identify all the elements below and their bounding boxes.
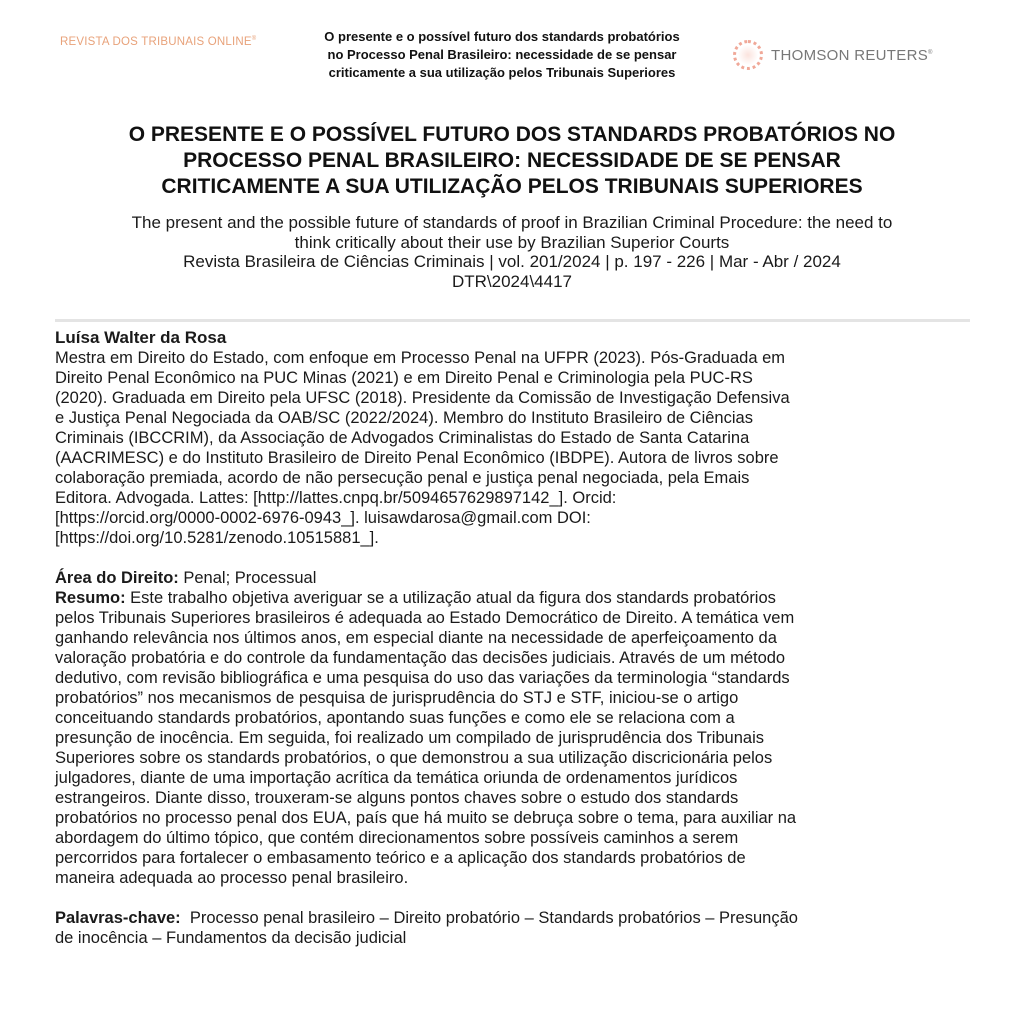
resumo-line: estrangeiros. Diante disso, trouxeram-se alguns pontos chaves sobre o estudo dos standards	[55, 789, 739, 807]
keywords-line	[55, 908, 975, 928]
resumo-text: Este trabalho objetiva averiguar se a utilização atual da figura dos standards probatórios	[125, 589, 776, 607]
page-header	[0, 28, 1024, 88]
thomson-reuters-logo	[733, 40, 933, 70]
brand-right-name: THOMSON REUTERS	[771, 46, 929, 64]
area-do-direito	[55, 568, 975, 588]
bio-line: (2020). Graduada em Direito pela UFSC (2018). Presidente da Comissão de Investigação Defensiva	[55, 389, 790, 407]
brand-right-text	[771, 47, 933, 64]
citation: Revista Brasileira de Ciências Criminais | vol. 201/2024 | p. 197 - 226 | Mar - Abr / 2024	[183, 252, 841, 271]
bio-line: Mestra em Direito do Estado, com enfoque em Processo Penal na UFPR (2023). Pós-Graduada em	[55, 349, 786, 367]
thomson-reuters-logo-icon	[733, 40, 763, 70]
resumo-line: probatórios no processo penal dos EUA, país que há muito se debruça sobre o tema, para auxiliar na	[55, 809, 797, 827]
resumo-line: percorridos para fortalecer o embasamento teórico e a aplicação dos standards probatórios de	[55, 849, 746, 867]
bio-line: [https://orcid.org/0000-0002-6976-0943_]. luisawdarosa@gmail.com DOI:	[55, 509, 591, 527]
bio-line: Editora. Advogada. Lattes: [http://lattes.cnpq.br/5094657629897142_]. Orcid:	[55, 489, 617, 507]
resumo-line: presunção de inocência. Em seguida, foi realizado um compilado de jurisprudência dos Tribunais	[55, 729, 764, 747]
resumo-line: julgadores, diante de uma importação acrítica da temática oriunda de ordenamentos jurídicos	[55, 769, 738, 787]
article-title-line: CRITICAMENTE A SUA UTILIZAÇÃO PELOS TRIBUNAIS SUPERIORES	[161, 175, 863, 198]
keywords-line: de inocência – Fundamentos da decisão judicial	[55, 929, 407, 947]
keywords-label: Palavras-chave:	[55, 909, 181, 927]
resumo	[55, 588, 975, 888]
running-title-line: no Processo Penal Brasileiro: necessidade de se pensar	[327, 47, 677, 62]
document-id: DTR\2024\4417	[451, 271, 573, 291]
section-divider	[55, 319, 970, 322]
resumo-line: valoração probatória e do controle da fundamentação das decisões judiciais. Através de um método	[55, 649, 786, 667]
article-content	[55, 328, 975, 948]
article-title	[30, 122, 994, 200]
resumo-line: dedutivo, com revisão bibliográfica e uma pesquisa do uso das variações da terminologia “standards	[55, 669, 790, 687]
english-title-line: The present and the possible future of standards of proof in Brazilian Criminal Procedure: the need to	[131, 213, 893, 232]
author-bio	[55, 348, 975, 548]
resumo-line: pelos Tribunais Superiores brasileiros é adequada ao Estado Democrático de Direito. A temática vem	[55, 609, 795, 627]
running-title-line: O presente e o possível futuro dos standards probatórios	[324, 29, 680, 44]
resumo-line: ganhando relevância nos últimos anos, em especial diante na necessidade de aperfeiçoamento da	[55, 629, 777, 647]
bio-line: e Justiça Penal Negociada da OAB/SC (2022/2024). Membro do Instituto Brasileiro de Ciências	[55, 409, 753, 427]
resumo-line	[55, 588, 975, 608]
running-title	[272, 28, 732, 82]
author-name: Luísa Walter da Rosa	[55, 328, 227, 347]
keywords-text: Processo penal brasileiro – Direito probatório – Standards probatórios – Presunção	[180, 909, 798, 927]
brand-left-text: REVISTA DOS TRIBUNAIS ONLINE	[60, 36, 252, 48]
resumo-line: probatórios” nos mecanismos de pesquisa de jurisprudência do STJ e STF, iniciou-se o artigo	[55, 689, 739, 707]
bio-line: (AACRIMESC) e do Instituto Brasileiro de Direito Penal Econômico (IBDPE). Autora de livros sobre	[55, 449, 779, 467]
resumo-label: Resumo:	[55, 589, 126, 607]
spacer	[55, 548, 975, 568]
keywords	[55, 908, 975, 948]
brand-left-mark: ®	[251, 36, 257, 43]
resumo-line: abordagem do último tópico, que contém direcionamentos sobre possíveis caminhos a serem	[55, 829, 739, 847]
area-label: Área do Direito:	[55, 569, 179, 587]
resumo-line: maneira adequada ao processo penal brasileiro.	[55, 869, 409, 887]
bio-line: Criminais (IBCCRIM), da Associação de Advogados Criminalistas do Estado de Santa Catarina	[55, 429, 750, 447]
resumo-line: conceituando standards probatórios, apontando suas funções e como ele se relaciona com a	[55, 709, 735, 727]
revista-dos-tribunais-logo	[60, 36, 256, 48]
english-title-line: think critically about their use by Brazilian Superior Courts	[294, 232, 730, 252]
article-title-line: O PRESENTE E O POSSÍVEL FUTURO DOS STANDARDS PROBATÓRIOS NO	[128, 123, 896, 146]
bio-line: [https://doi.org/10.5281/zenodo.10515881_].	[55, 529, 379, 547]
running-title-line: criticamente a sua utilização pelos Tribunais Superiores	[328, 65, 676, 80]
bio-line: colaboração premiada, acordo de não persecução penal e justiça penal negociada, pela Emais	[55, 469, 750, 487]
article-subtitle-block	[30, 213, 994, 291]
spacer	[55, 888, 975, 908]
bio-line: Direito Penal Econômico na PUC Minas (2021) e em Direito Penal e Criminologia pela PUC-RS	[55, 369, 753, 387]
article-title-line: PROCESSO PENAL BRASILEIRO: NECESSIDADE DE SE PENSAR	[183, 149, 841, 172]
area-value: Penal; Processual	[178, 569, 317, 587]
resumo-line: Superiores sobre os standards probatórios, o que demonstrou a sua utilização discricionária pelos	[55, 749, 773, 767]
brand-right-mark: ®	[928, 49, 933, 56]
